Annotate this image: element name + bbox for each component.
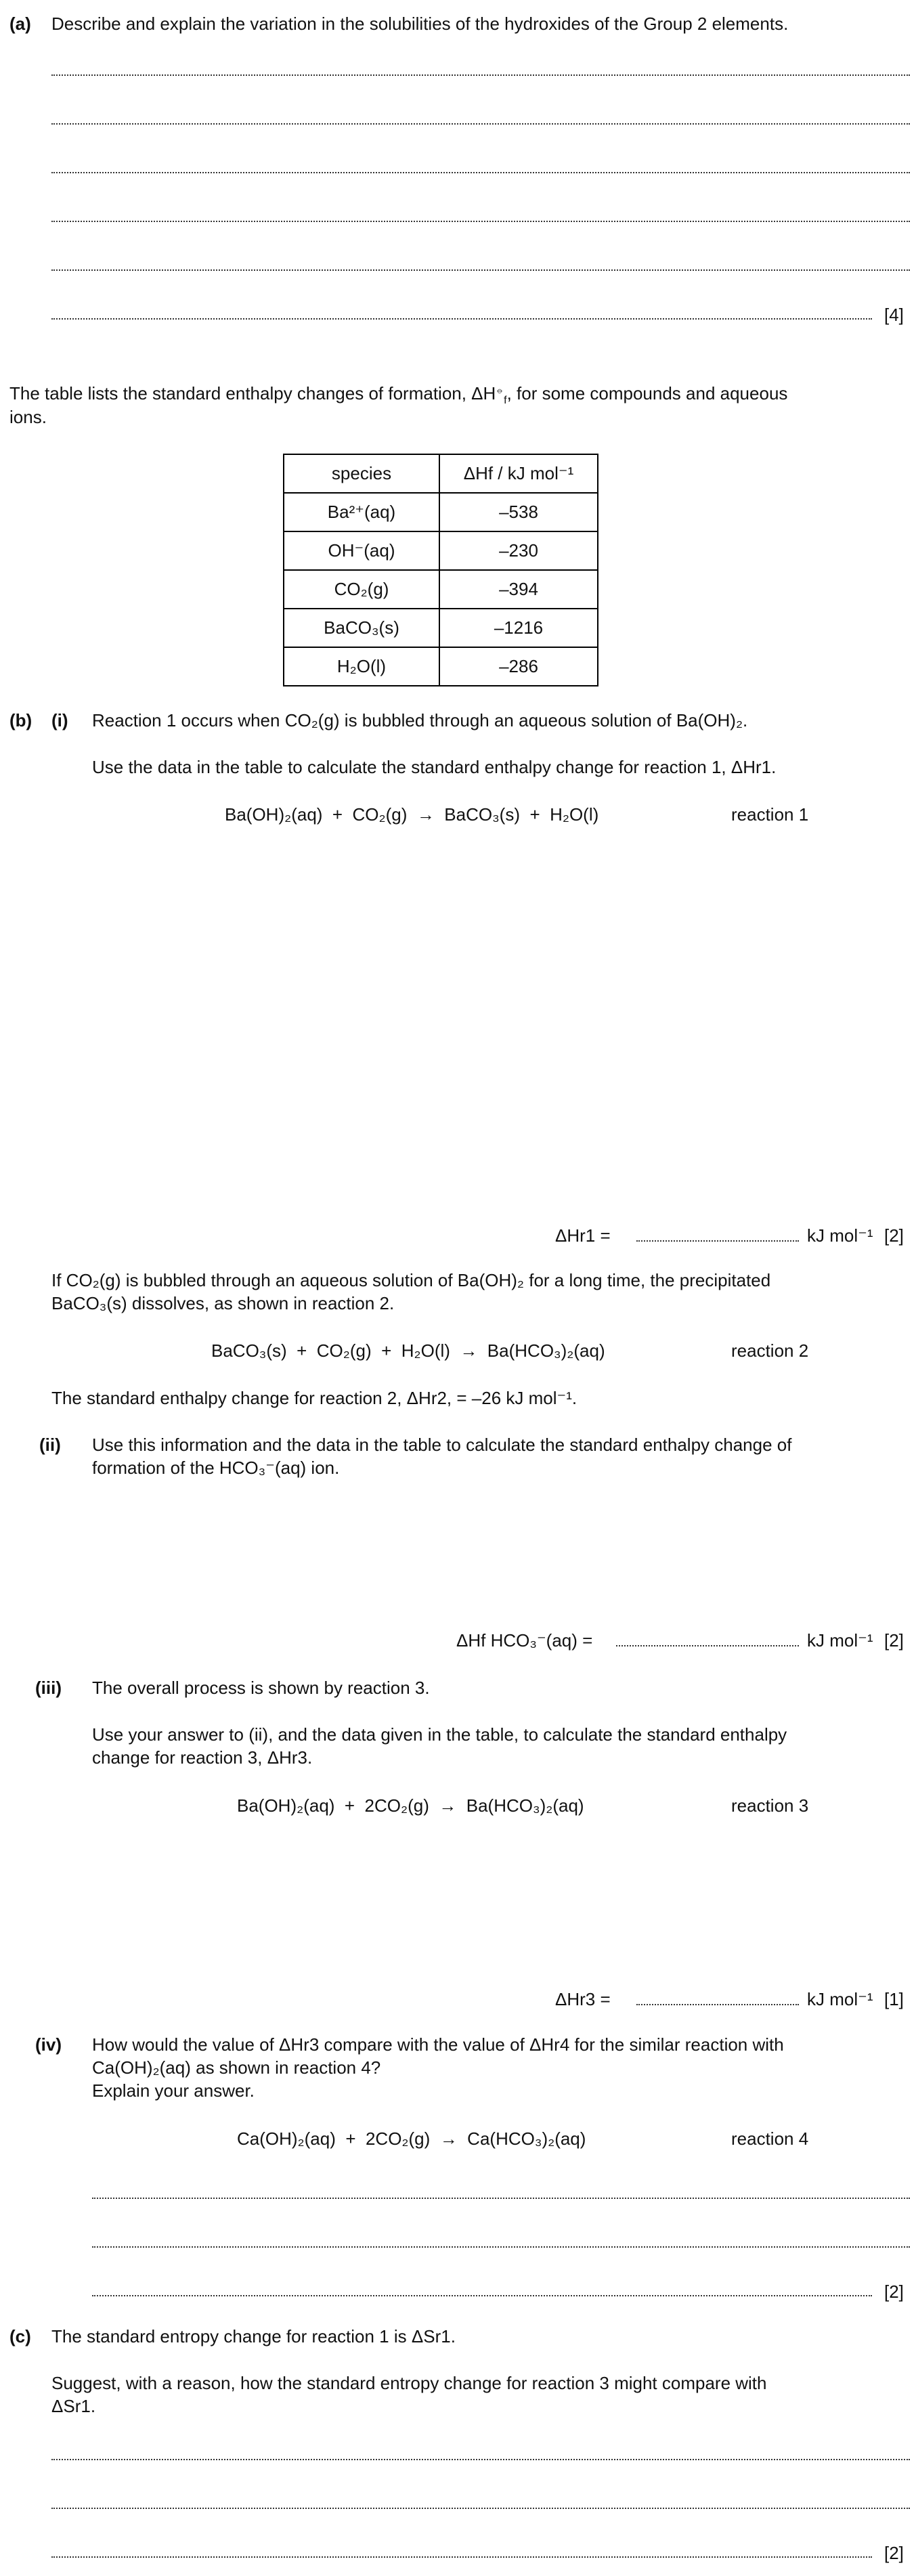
answer-field-r3[interactable] bbox=[636, 2004, 799, 2005]
answer-field-hco3[interactable] bbox=[616, 1645, 799, 1646]
enthalpy-table bbox=[283, 454, 598, 686]
answer-line[interactable] bbox=[51, 221, 910, 222]
context-line-2: BaCO₃(s) dissolves, as shown in reaction 2. bbox=[51, 1293, 395, 1313]
b-iv-line-3: Explain your answer. bbox=[92, 2080, 255, 2101]
table-row bbox=[284, 647, 598, 686]
value-cell: –538 bbox=[439, 493, 598, 531]
part-a-label: (a) bbox=[9, 14, 31, 34]
part-c-label: (c) bbox=[9, 2326, 31, 2346]
context-line-1: If CO₂(g) is bubbled through an aqueous solution of Ba(OH)₂ for a long time, the precipitated bbox=[51, 1270, 771, 1290]
table-row bbox=[284, 493, 598, 531]
units-r3: kJ mol⁻¹ bbox=[807, 1989, 873, 2009]
b-iii-line-1: Use your answer to (ii), and the data given in the table, to calculate the standard enthalpy bbox=[92, 1724, 787, 1745]
species-cell: H₂O(l) bbox=[284, 647, 439, 686]
b-i-instruction: Use the data in the table to calculate the standard enthalpy change for reaction 1, ΔHr1. bbox=[92, 757, 777, 777]
answer-line[interactable] bbox=[51, 2459, 910, 2460]
c-line-2: ΔSr1. bbox=[51, 2396, 96, 2416]
reaction-2-label: reaction 2 bbox=[731, 1340, 809, 1361]
answer-field-r1[interactable] bbox=[636, 1240, 799, 1242]
answer-line[interactable] bbox=[51, 172, 910, 173]
b-ii-line-1: Use this information and the data in the table to calculate the standard enthalpy change of bbox=[92, 1435, 792, 1455]
marks-b-i: [2] bbox=[884, 1225, 904, 1246]
b-iii-line-2: change for reaction 3, ΔHr3. bbox=[92, 1747, 313, 1768]
marks-c: [2] bbox=[884, 2543, 904, 2563]
answer-line[interactable] bbox=[51, 2556, 872, 2558]
reaction-3-label: reaction 3 bbox=[731, 1795, 809, 1816]
value-cell: –230 bbox=[439, 531, 598, 570]
value-cell: –394 bbox=[439, 570, 598, 609]
answer-line[interactable] bbox=[51, 269, 910, 271]
part-a-question: Describe and explain the variation in the solubilities of the hydroxides of the Group 2 elements. bbox=[51, 14, 789, 34]
units-hco3: kJ mol⁻¹ bbox=[807, 1630, 873, 1651]
answer-line[interactable] bbox=[92, 2246, 910, 2248]
species-cell: BaCO₃(s) bbox=[284, 609, 439, 647]
species-cell: OH⁻(aq) bbox=[284, 531, 439, 570]
answer-line[interactable] bbox=[51, 318, 872, 320]
species-cell: CO₂(g) bbox=[284, 570, 439, 609]
equation-2: BaCO₃(s) + CO₂(g) + H₂O(l) → Ba(HCO₃)₂(aq) bbox=[211, 1340, 605, 1361]
table-row bbox=[284, 570, 598, 609]
table-row bbox=[284, 531, 598, 570]
intro-text: The table lists the standard enthalpy changes of formation, $\Delta H^⦵_f$, for some compounds and aqueous bbox=[9, 383, 788, 407]
reaction-2-enthalpy: The standard enthalpy change for reaction 2, ΔHr2, = –26 kJ mol⁻¹. bbox=[51, 1388, 577, 1408]
units-r1: kJ mol⁻¹ bbox=[807, 1225, 873, 1246]
answer-line[interactable] bbox=[92, 2295, 872, 2296]
part-b-ii-label: (ii) bbox=[39, 1435, 61, 1455]
answer-line[interactable] bbox=[51, 2508, 910, 2509]
species-cell: Ba²⁺(aq) bbox=[284, 493, 439, 531]
marks-b-ii: [2] bbox=[884, 1630, 904, 1651]
part-b-iv-label: (iv) bbox=[35, 2034, 62, 2055]
marks-b-iv: [2] bbox=[884, 2282, 904, 2302]
intro-text-2: ions. bbox=[9, 407, 47, 427]
b-i-text: Reaction 1 occurs when CO₂(g) is bubbled through an aqueous solution of Ba(OH)₂. bbox=[92, 710, 748, 730]
table-header-value: ΔHf / kJ mol⁻¹ bbox=[439, 454, 598, 493]
c-text: The standard entropy change for reaction 1 is ΔSr1. bbox=[51, 2326, 456, 2346]
reaction-1-label: reaction 1 bbox=[731, 804, 809, 825]
b-iii-text: The overall process is shown by reaction 3. bbox=[92, 1678, 430, 1698]
answer-label-hco3: ΔHf HCO₃⁻(aq) = bbox=[456, 1630, 593, 1651]
reaction-4-label: reaction 4 bbox=[731, 2129, 809, 2149]
b-iv-line-2: Ca(OH)₂(aq) as shown in reaction 4? bbox=[92, 2057, 381, 2078]
part-b-label: (b) bbox=[9, 710, 32, 730]
equation-3: Ba(OH)₂(aq) + 2CO₂(g) → Ba(HCO₃)₂(aq) bbox=[237, 1795, 584, 1816]
answer-line[interactable] bbox=[51, 74, 910, 76]
answer-line[interactable] bbox=[51, 123, 910, 125]
part-b-i-label: (i) bbox=[51, 710, 68, 730]
b-ii-line-2: formation of the HCO₃⁻(aq) ion. bbox=[92, 1458, 340, 1478]
value-cell: –286 bbox=[439, 647, 598, 686]
part-b-iii-label: (iii) bbox=[35, 1678, 62, 1698]
table-row bbox=[284, 609, 598, 647]
c-line-1: Suggest, with a reason, how the standard entropy change for reaction 3 might compare with bbox=[51, 2373, 767, 2393]
b-iv-line-1: How would the value of ΔHr3 compare with the value of ΔHr4 for the similar reaction with bbox=[92, 2034, 784, 2055]
marks-a: [4] bbox=[884, 305, 904, 325]
table-header-species: species bbox=[284, 454, 439, 493]
equation-1: Ba(OH)₂(aq) + CO₂(g) → BaCO₃(s) + H₂O(l) bbox=[225, 804, 599, 825]
marks-b-iii: [1] bbox=[884, 1989, 904, 2009]
answer-label-r1: ΔHr1 = bbox=[555, 1225, 611, 1246]
value-cell: –1216 bbox=[439, 609, 598, 647]
answer-line[interactable] bbox=[92, 2198, 910, 2199]
answer-label-r3: ΔHr3 = bbox=[555, 1989, 611, 2009]
equation-4: Ca(OH)₂(aq) + 2CO₂(g) → Ca(HCO₃)₂(aq) bbox=[237, 2129, 586, 2149]
